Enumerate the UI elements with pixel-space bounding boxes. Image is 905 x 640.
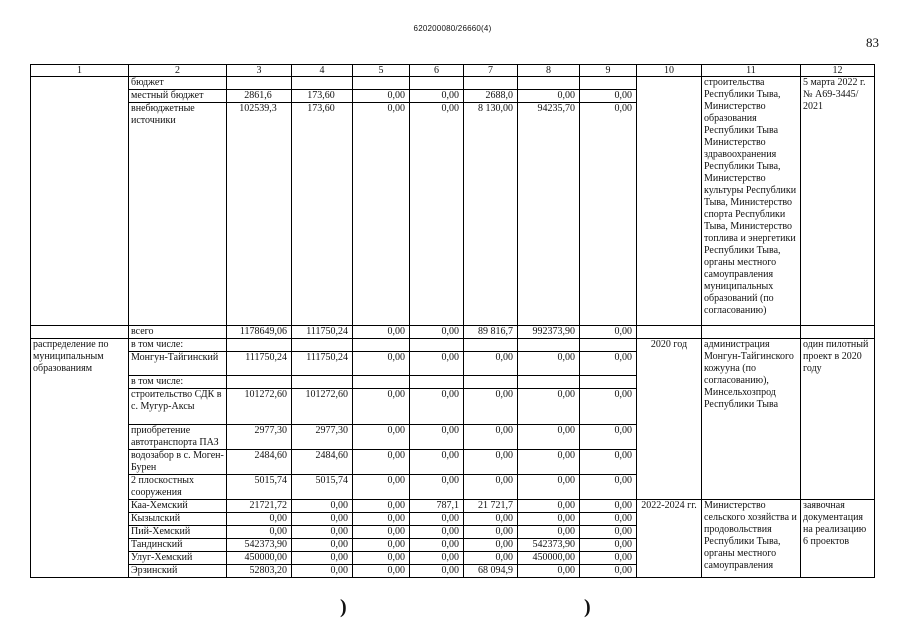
value-cell: 0,00 <box>410 552 464 565</box>
scan-mark-right: ) <box>584 596 591 618</box>
value-cell: 21 721,7 <box>464 500 518 513</box>
empty-cell <box>353 77 410 90</box>
value-cell: 787,1 <box>410 500 464 513</box>
value-cell: 0,00 <box>518 450 580 475</box>
value-cell: 0,00 <box>580 500 637 513</box>
value-cell: 0,00 <box>410 389 464 425</box>
value-cell: 0,00 <box>292 513 353 526</box>
value-cell: 0,00 <box>227 513 292 526</box>
value-cell: 0,00 <box>580 90 637 103</box>
page-number: 83 <box>866 35 879 50</box>
empty-cell <box>580 77 637 90</box>
table-row <box>31 500 875 513</box>
row-name: местный бюджет <box>129 90 227 103</box>
executors-cell: Министерство сельского хозяйства и продовольствия Республики Тыва, органы местного самоуправления <box>702 500 801 578</box>
value-cell: 542373,90 <box>518 539 580 552</box>
value-cell: 0,00 <box>580 552 637 565</box>
value-cell: 450000,00 <box>227 552 292 565</box>
value-cell: 0,00 <box>410 103 464 326</box>
empty-cell <box>801 326 875 339</box>
value-cell: 0,00 <box>410 425 464 450</box>
value-cell: 450000,00 <box>518 552 580 565</box>
row-name: Пий-Хемский <box>129 526 227 539</box>
value-cell: 0,00 <box>410 513 464 526</box>
value-cell: 542373,90 <box>227 539 292 552</box>
value-cell: 8 130,00 <box>464 103 518 326</box>
value-cell: 0,00 <box>292 500 353 513</box>
row-name: Улуг-Хемский <box>129 552 227 565</box>
column-header: 10 <box>637 65 702 77</box>
value-cell: 0,00 <box>518 500 580 513</box>
value-cell: 0,00 <box>518 352 580 376</box>
value-cell: 2977,30 <box>292 425 353 450</box>
value-cell: 102539,3 <box>227 103 292 326</box>
column-header: 1 <box>31 65 129 77</box>
value-cell: 101272,60 <box>227 389 292 425</box>
value-cell: 0,00 <box>580 526 637 539</box>
empty-cell <box>353 339 410 352</box>
value-cell: 0,00 <box>518 565 580 578</box>
column-header-row <box>31 65 875 77</box>
note-cell: один пилотный проект в 2020 году <box>801 339 875 500</box>
column-header: 9 <box>580 65 637 77</box>
value-cell: 173,60 <box>292 90 353 103</box>
value-cell: 89 816,7 <box>464 326 518 339</box>
value-cell: 1178649,06 <box>227 326 292 339</box>
row-name: всего <box>129 326 227 339</box>
column-header: 6 <box>410 65 464 77</box>
empty-cell <box>518 77 580 90</box>
empty-cell <box>227 376 292 389</box>
value-cell: 111750,24 <box>227 352 292 376</box>
column-header: 3 <box>227 65 292 77</box>
value-cell: 2484,60 <box>292 450 353 475</box>
value-cell: 0,00 <box>580 565 637 578</box>
row-name: 2 плоскостных сооружения <box>129 475 227 500</box>
value-cell: 0,00 <box>353 552 410 565</box>
value-cell: 0,00 <box>353 450 410 475</box>
value-cell: 0,00 <box>410 352 464 376</box>
empty-cell <box>464 339 518 352</box>
empty-cell <box>227 339 292 352</box>
value-cell: 0,00 <box>518 526 580 539</box>
value-cell: 0,00 <box>580 513 637 526</box>
row-name: бюджет <box>129 77 227 90</box>
row-name: Тандинский <box>129 539 227 552</box>
table-row <box>31 339 875 352</box>
empty-cell <box>464 376 518 389</box>
value-cell: 0,00 <box>353 513 410 526</box>
empty-cell <box>410 77 464 90</box>
empty-cell <box>518 376 580 389</box>
period-cell: 2022-2024 гг. <box>637 500 702 578</box>
empty-cell <box>518 339 580 352</box>
value-cell: 0,00 <box>353 352 410 376</box>
value-cell: 94235,70 <box>518 103 580 326</box>
column-header: 12 <box>801 65 875 77</box>
value-cell: 0,00 <box>353 526 410 539</box>
value-cell: 2688,0 <box>464 90 518 103</box>
value-cell: 0,00 <box>464 352 518 376</box>
value-cell: 0,00 <box>410 565 464 578</box>
empty-cell <box>702 326 801 339</box>
value-cell: 0,00 <box>292 526 353 539</box>
value-cell: 2861,6 <box>227 90 292 103</box>
row-name: строительство СДК в с. Мугур-Аксы <box>129 389 227 425</box>
value-cell: 0,00 <box>518 475 580 500</box>
document-id: 620200080/26660(4) <box>413 24 492 33</box>
value-cell: 0,00 <box>353 500 410 513</box>
value-cell: 0,00 <box>410 539 464 552</box>
value-cell: 0,00 <box>292 552 353 565</box>
value-cell: 0,00 <box>580 389 637 425</box>
row-name: приобретение автотранспорта ПАЗ <box>129 425 227 450</box>
empty-cell <box>580 376 637 389</box>
value-cell: 0,00 <box>410 450 464 475</box>
executors-cell: строительства Республики Тыва, Министерство образования Республики Тыва Министерство здравоохранения Республики Тыва, Министерство культуры Республики Тыва, Министерство спорта Республики Тыва, Министерство топлива и энергетики Республики Тыва, органы местного самоуправления муниципальных образований (по согласованию) <box>702 77 801 326</box>
value-cell: 0,00 <box>410 475 464 500</box>
empty-cell <box>31 77 129 326</box>
value-cell: 0,00 <box>292 539 353 552</box>
value-cell: 101272,60 <box>292 389 353 425</box>
column-header: 4 <box>292 65 353 77</box>
value-cell: 0,00 <box>464 425 518 450</box>
column-header: 8 <box>518 65 580 77</box>
row-name: внебюджетные источники <box>129 103 227 326</box>
value-cell: 0,00 <box>518 425 580 450</box>
value-cell: 0,00 <box>410 326 464 339</box>
value-cell: 0,00 <box>353 90 410 103</box>
value-cell: 0,00 <box>353 389 410 425</box>
column-header: 7 <box>464 65 518 77</box>
value-cell: 111750,24 <box>292 326 353 339</box>
row-name: Каа-Хемский <box>129 500 227 513</box>
value-cell: 0,00 <box>518 513 580 526</box>
value-cell: 0,00 <box>518 389 580 425</box>
value-cell: 5015,74 <box>227 475 292 500</box>
value-cell: 0,00 <box>353 565 410 578</box>
column-header: 11 <box>702 65 801 77</box>
value-cell: 0,00 <box>410 90 464 103</box>
value-cell: 68 094,9 <box>464 565 518 578</box>
value-cell: 992373,90 <box>518 326 580 339</box>
row-name: Монгун-Тайгинский <box>129 352 227 376</box>
empty-cell <box>410 339 464 352</box>
value-cell: 0,00 <box>353 326 410 339</box>
value-cell: 0,00 <box>580 326 637 339</box>
empty-cell <box>637 326 702 339</box>
executors-cell: администрация Монгун-Тайгинского кожууна (по согласованию), Минсельхозпрод Республики Тыва <box>702 339 801 500</box>
row-name: Эрзинский <box>129 565 227 578</box>
empty-cell <box>580 339 637 352</box>
value-cell: 0,00 <box>353 539 410 552</box>
empty-cell <box>227 77 292 90</box>
value-cell: 0,00 <box>353 475 410 500</box>
scan-mark-left: ) <box>340 596 347 618</box>
empty-cell <box>464 77 518 90</box>
value-cell: 21721,72 <box>227 500 292 513</box>
value-cell: 2977,30 <box>227 425 292 450</box>
table-row <box>31 77 875 90</box>
value-cell: 0,00 <box>464 526 518 539</box>
table-row <box>31 326 875 339</box>
note-cell: заявочная документация на реализацию 6 проектов <box>801 500 875 578</box>
value-cell: 0,00 <box>580 352 637 376</box>
empty-cell <box>292 77 353 90</box>
value-cell: 0,00 <box>227 526 292 539</box>
value-cell: 0,00 <box>464 450 518 475</box>
value-cell: 0,00 <box>580 450 637 475</box>
value-cell: 0,00 <box>464 513 518 526</box>
value-cell: 0,00 <box>464 475 518 500</box>
empty-cell <box>292 376 353 389</box>
row-name: в том числе: <box>129 339 227 352</box>
value-cell: 0,00 <box>580 475 637 500</box>
value-cell: 5015,74 <box>292 475 353 500</box>
row-name: Кызылский <box>129 513 227 526</box>
value-cell: 173,60 <box>292 103 353 326</box>
note-cell: 5 марта 2022 г. № А69-3445/ 2021 <box>801 77 875 326</box>
value-cell: 0,00 <box>464 389 518 425</box>
value-cell: 52803,20 <box>227 565 292 578</box>
budget-table <box>30 64 875 578</box>
empty-cell <box>637 77 702 326</box>
column-header: 5 <box>353 65 410 77</box>
value-cell: 0,00 <box>292 565 353 578</box>
value-cell: 0,00 <box>518 90 580 103</box>
value-cell: 2484,60 <box>227 450 292 475</box>
section-label: распределение по муниципальным образованиям <box>31 339 129 578</box>
column-header: 2 <box>129 65 227 77</box>
value-cell: 0,00 <box>580 539 637 552</box>
empty-cell <box>31 326 129 339</box>
value-cell: 0,00 <box>464 539 518 552</box>
value-cell: 111750,24 <box>292 352 353 376</box>
value-cell: 0,00 <box>464 552 518 565</box>
value-cell: 0,00 <box>353 103 410 326</box>
value-cell: 0,00 <box>410 526 464 539</box>
empty-cell <box>410 376 464 389</box>
empty-cell <box>292 339 353 352</box>
row-name: в том числе: <box>129 376 227 389</box>
value-cell: 0,00 <box>580 425 637 450</box>
value-cell: 0,00 <box>353 425 410 450</box>
value-cell: 0,00 <box>580 103 637 326</box>
period-cell: 2020 год <box>637 339 702 500</box>
empty-cell <box>353 376 410 389</box>
row-name: водозабор в с. Моген-Бурен <box>129 450 227 475</box>
